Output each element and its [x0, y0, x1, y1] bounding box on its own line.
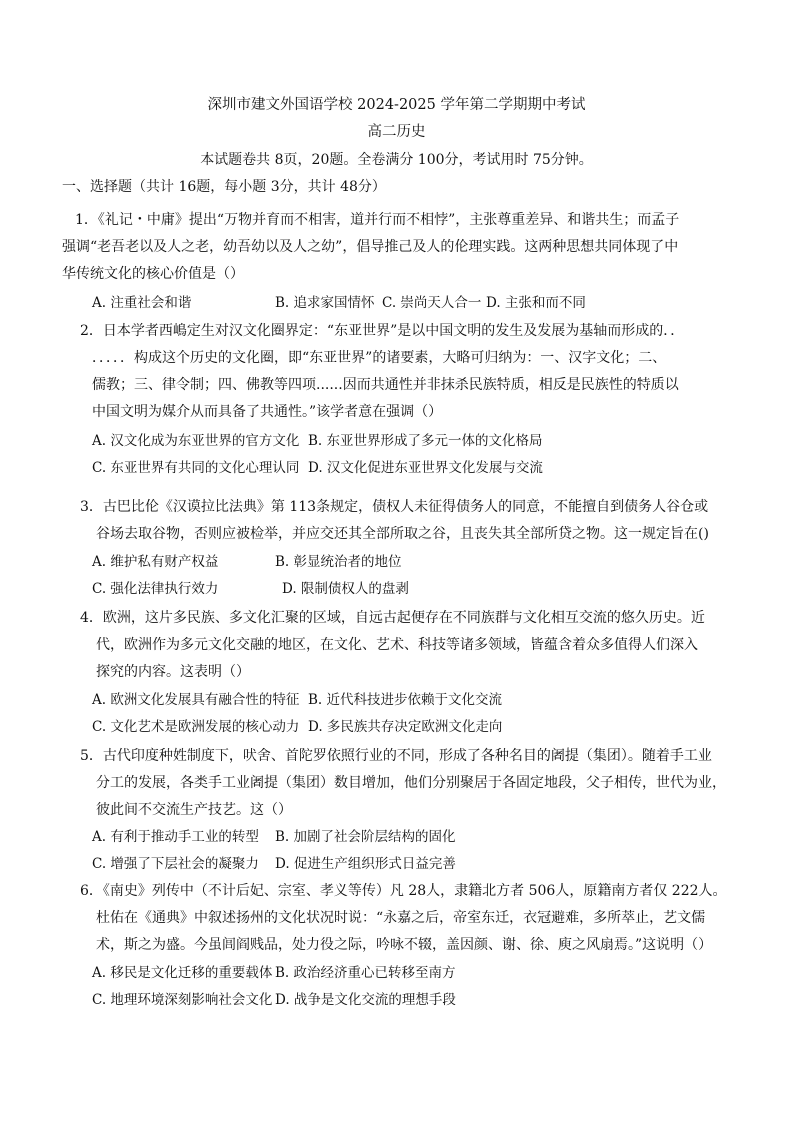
question-text-line: ．．．．．构成这个历史的文化圈，即“东亚世界”的诸要素，大略可归纳为：一、汉字文化；二、 [92, 350, 667, 366]
option-b: B. 东亚世界形成了多元一体的文化格局 [308, 433, 543, 449]
question-text-line: 强调“老吾老以及人之老，幼吾幼以及人之幼”，倡导推己及人的伦理实践。这两种思想共同体现了中 [62, 239, 679, 255]
option-d: D. 主张和而不同 [486, 295, 586, 311]
option-row [92, 962, 456, 984]
option-row [92, 989, 456, 1011]
option-a: A. 欧洲文化发展具有融合性的特征 [92, 692, 300, 708]
option-b: B. 近代科技进步依赖于文化交流 [308, 692, 503, 708]
question-text-line: 分工的发展，各类手工业阇提（集团）数目增加，他们分别聚居于各固定地段，父子相传，世代为业， [96, 775, 726, 791]
option-row [92, 457, 543, 479]
option-c: C. 强化法律执行效力 [92, 581, 219, 597]
option-row [92, 689, 502, 711]
option-a: A. 维护私有财产权益 [92, 554, 219, 570]
question-text-line: 3．古巴比伦《汉谟拉比法典》第 113条规定，债权人未征得债务人的同意，不能擅自到债务人谷仓或 [80, 499, 709, 515]
option-a: A. 有利于推动手工业的转型 [92, 829, 259, 845]
option-c: C. 文化艺术是欧洲发展的核心动力 [92, 719, 300, 735]
option-b: B. 政治经济重心已转移至南方 [275, 965, 456, 981]
question-text-line: 2．日本学者西嶋定生对汉文化圈界定：“东亚世界”是以中国文明的发生及发展为基轴而形成的．． [80, 323, 685, 339]
option-b: B. 追求家国情怀 [275, 295, 375, 311]
option-row [92, 853, 456, 875]
question-text-line: 探究的内容。这表明（） [96, 664, 250, 680]
question-text-line: 4．欧洲，这片多民族、多文化汇聚的区域，自远古起便存在不同族群与文化相互交流的悠久历史。近 [80, 610, 705, 626]
option-d: D. 战争是文化交流的理想手段 [275, 992, 456, 1008]
option-d: D. 汉文化促进东亚世界文化发展与交流 [308, 460, 543, 476]
option-a: A. 汉文化成为东亚世界的官方文化 [92, 433, 300, 449]
question-text-line: 杜佑在《通典》中叙述扬州的文化状况时说：“永嘉之后，帝室东迁，衣冠避难，多所萃止，艺文儒 [96, 910, 706, 926]
option-row [92, 716, 502, 738]
question-text-line: 6．《南史》列传中（不计后妃、宗室、孝义等传）凡 28人，隶籍北方者 506人，原籍南方者仅 222人。 [80, 883, 727, 899]
question-text-line: 彼此间不交流生产技艺。这（） [96, 802, 292, 818]
option-a: A. 注重社会和谐 [92, 295, 192, 311]
question-text-line: 5．古代印度种姓制度下，吠舍、首陀罗依照行业的不同，形成了各种名目的阇提（集团）。随着手工业 [80, 748, 712, 764]
option-c: C. 东亚世界有共同的文化心理认同 [92, 460, 300, 476]
option-row [92, 430, 543, 452]
question-text-line: 谷场去取谷物，否则应被检举，并应交还其全部所取之谷，且丧失其全部所贷之物。这一规定旨在() [96, 526, 709, 542]
subject-title: 高二历史 [367, 124, 426, 140]
question-text-line: 1．《礼记・中庸》提出“万物并育而不相害，道并行而不相悖”，主张尊重差异、和谐共生；而孟子 [75, 212, 680, 228]
option-a: A. 移民是文化迁移的重要载体 [92, 965, 273, 981]
option-d: D. 促进生产组织形式日益完善 [275, 856, 456, 872]
section-heading: 一、选择题（共计 16题，每小题 3分，共计 48分） [62, 179, 386, 195]
option-c: C. 增强了下层社会的凝聚力 [92, 856, 259, 872]
option-c: C. 崇尚天人合一 [382, 295, 482, 311]
option-b: B. 加剧了社会阶层结构的固化 [275, 829, 456, 845]
question-text-line: 中国文明为媒介从而具备了共通性。”该学者意在强调（） [92, 404, 443, 420]
option-d: D. 多民族共存决定欧洲文化走向 [308, 719, 503, 735]
option-d: D. 限制债权人的盘剥 [282, 581, 409, 597]
question-text-line: 华传统文化的核心价值是（） [62, 266, 244, 282]
question-text-line: 儒教；三、律令制；四、佛教等四项......因而共通性并非抹杀民族特质，相反是民族性的特质以 [92, 377, 679, 393]
option-c: C. 地理环境深刻影响社会文化 [92, 992, 273, 1008]
exam-info: 本试题卷共 8页，20题。全卷满分 100分，考试用时 75分钟。 [200, 152, 593, 168]
option-row [92, 292, 586, 314]
option-b: B. 彰显统治者的地位 [275, 554, 402, 570]
question-text-line: 术，斯之为盛。今虽闾阎贱品，处力役之际，吟咏不辍，盖因颜、谢、徐、庾之风扇焉。”这说明（） [96, 937, 713, 953]
option-row [92, 578, 409, 600]
question-text-line: 代，欧洲作为多元文化交融的地区，在文化、艺术、科技等诸多领域，皆蕴含着众多值得人们深入 [96, 637, 698, 653]
exam-title: 深圳市建文外国语学校 2024-2025 学年第二学期期中考试 [207, 97, 586, 113]
option-row [92, 826, 456, 848]
option-row [92, 551, 402, 573]
